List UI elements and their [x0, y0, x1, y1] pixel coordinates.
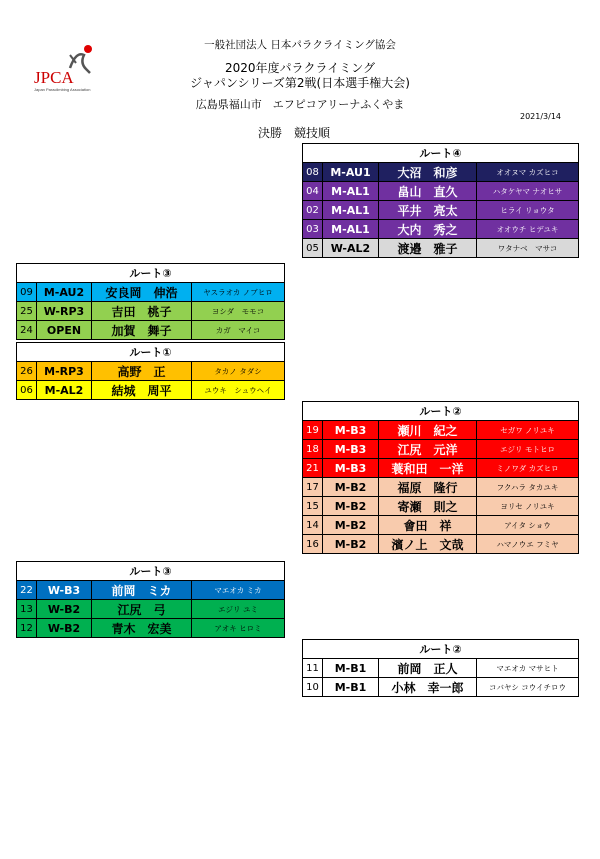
- route-table: [16, 342, 285, 400]
- bib-number: 24: [17, 321, 37, 340]
- athlete-kana: ヤスラオカ ノブヒロ: [192, 283, 285, 302]
- bib-number: 25: [17, 302, 37, 321]
- athlete-kana: ワタナベ マサコ: [477, 239, 579, 258]
- bib-number: 08: [303, 163, 323, 182]
- athlete-name: 平井 亮太: [379, 201, 477, 220]
- class-code: M-B1: [323, 659, 379, 678]
- athlete-kana: アイタ ショウ: [477, 516, 579, 535]
- organization-name: 一般社団法人 日本パラクライミング協会: [204, 39, 396, 51]
- table-row: [303, 201, 579, 220]
- route-title: ルート④: [303, 144, 579, 163]
- athlete-name: 加賀 舞子: [92, 321, 192, 340]
- bib-number: 17: [303, 478, 323, 497]
- athlete-name: 蓑和田 一洋: [379, 459, 477, 478]
- athlete-kana: オオヌマ カズヒコ: [477, 163, 579, 182]
- athlete-kana: マエオカ ミカ: [192, 581, 285, 600]
- athlete-kana: オオウチ ヒデユキ: [477, 220, 579, 239]
- class-code: M-AL2: [37, 381, 92, 400]
- athlete-name: 結城 周平: [92, 381, 192, 400]
- class-code: M-AU1: [323, 163, 379, 182]
- table-row: [17, 581, 285, 600]
- bib-number: 15: [303, 497, 323, 516]
- route-title: ルート②: [303, 640, 579, 659]
- route-title: ルート②: [303, 402, 579, 421]
- bib-number: 05: [303, 239, 323, 258]
- athlete-kana: エジリ ユミ: [192, 600, 285, 619]
- logo-subtext: Japan Paraclimbing Association: [34, 87, 91, 92]
- class-code: M-B2: [323, 497, 379, 516]
- athlete-kana: タカノ タダシ: [192, 362, 285, 381]
- class-code: M-AL1: [323, 182, 379, 201]
- venue: 広島県福山市 エフピコアリーナふくやま: [195, 98, 405, 111]
- bib-number: 21: [303, 459, 323, 478]
- table-row: [17, 381, 285, 400]
- table-row: [303, 516, 579, 535]
- bib-number: 19: [303, 421, 323, 440]
- bib-number: 22: [17, 581, 37, 600]
- athlete-name: 大内 秀之: [379, 220, 477, 239]
- athlete-name: 青木 宏美: [92, 619, 192, 638]
- class-code: M-AL1: [323, 201, 379, 220]
- athlete-kana: ハマノウエ フミヤ: [477, 535, 579, 554]
- table-row: [303, 421, 579, 440]
- athlete-name: 高野 正: [92, 362, 192, 381]
- event-date: 2021/3/14: [520, 112, 562, 121]
- athlete-kana: コバヤシ コウイチロウ: [477, 678, 579, 697]
- athlete-kana: ユウキ シュウヘイ: [192, 381, 285, 400]
- table-row: [17, 619, 285, 638]
- athlete-name: 前岡 ミカ: [92, 581, 192, 600]
- table-row: [303, 678, 579, 697]
- table-row: [303, 497, 579, 516]
- route-table: [16, 263, 285, 340]
- table-row: [17, 600, 285, 619]
- class-code: M-B3: [323, 440, 379, 459]
- table-row: [303, 659, 579, 678]
- athlete-name: 大沼 和彦: [379, 163, 477, 182]
- class-code: M-AU2: [37, 283, 92, 302]
- athlete-name: 瀬川 紀之: [379, 421, 477, 440]
- stage-title: 決勝 競技順: [258, 126, 331, 140]
- athlete-kana: ハタケヤマ ナオヒサ: [477, 182, 579, 201]
- class-code: M-B3: [323, 459, 379, 478]
- athlete-name: 畠山 直久: [379, 182, 477, 201]
- bib-number: 11: [303, 659, 323, 678]
- bib-number: 10: [303, 678, 323, 697]
- table-row: [303, 239, 579, 258]
- athlete-name: 江尻 弓: [92, 600, 192, 619]
- bib-number: 16: [303, 535, 323, 554]
- table-row: [303, 163, 579, 182]
- athlete-name: 小林 幸一郎: [379, 678, 477, 697]
- class-code: W-B2: [37, 619, 92, 638]
- table-row: [17, 283, 285, 302]
- route-table: [302, 401, 579, 554]
- route-title: ルート③: [17, 264, 285, 283]
- route-table: [16, 561, 285, 638]
- class-code: M-B2: [323, 535, 379, 554]
- athlete-kana: ミノワダ カズヒロ: [477, 459, 579, 478]
- table-row: [17, 362, 285, 381]
- bib-number: 26: [17, 362, 37, 381]
- class-code: W-B2: [37, 600, 92, 619]
- bib-number: 13: [17, 600, 37, 619]
- event-title: 2020年度パラクライミング: [225, 61, 375, 75]
- bib-number: 06: [17, 381, 37, 400]
- class-code: M-B1: [323, 678, 379, 697]
- class-code: M-B2: [323, 516, 379, 535]
- table-row: [303, 182, 579, 201]
- athlete-kana: ヒライ リョウタ: [477, 201, 579, 220]
- athlete-kana: カガ マイコ: [192, 321, 285, 340]
- class-code: W-AL2: [323, 239, 379, 258]
- table-row: [303, 478, 579, 497]
- athlete-kana: セガワ ノリユキ: [477, 421, 579, 440]
- athlete-name: 前岡 正人: [379, 659, 477, 678]
- athlete-name: 江尻 元洋: [379, 440, 477, 459]
- class-code: W-RP3: [37, 302, 92, 321]
- athlete-name: 安良岡 伸浩: [92, 283, 192, 302]
- table-row: [17, 321, 285, 340]
- bib-number: 04: [303, 182, 323, 201]
- table-row: [303, 459, 579, 478]
- athlete-name: 會田 祥: [379, 516, 477, 535]
- athlete-kana: ヨリセ ノリユキ: [477, 497, 579, 516]
- class-code: OPEN: [37, 321, 92, 340]
- bib-number: 09: [17, 283, 37, 302]
- athlete-kana: アオキ ヒロミ: [192, 619, 285, 638]
- class-code: M-RP3: [37, 362, 92, 381]
- bib-number: 18: [303, 440, 323, 459]
- table-row: [303, 220, 579, 239]
- bib-number: 02: [303, 201, 323, 220]
- class-code: M-AL1: [323, 220, 379, 239]
- table-row: [303, 535, 579, 554]
- athlete-name: 福原 隆行: [379, 478, 477, 497]
- class-code: M-B3: [323, 421, 379, 440]
- table-row: [17, 302, 285, 321]
- table-row: [303, 440, 579, 459]
- bib-number: 12: [17, 619, 37, 638]
- logo-text: JPCA: [34, 68, 74, 87]
- athlete-kana: フクハラ タカユキ: [477, 478, 579, 497]
- athlete-kana: マエオカ マサヒト: [477, 659, 579, 678]
- route-table: [302, 639, 579, 697]
- athlete-kana: エジリ モトヒロ: [477, 440, 579, 459]
- athlete-kana: ヨシダ モモコ: [192, 302, 285, 321]
- athlete-name: 濱ノ上 文哉: [379, 535, 477, 554]
- class-code: W-B3: [37, 581, 92, 600]
- route-title: ルート③: [17, 562, 285, 581]
- athlete-name: 渡邉 雅子: [379, 239, 477, 258]
- athlete-name: 寄瀬 則之: [379, 497, 477, 516]
- bib-number: 03: [303, 220, 323, 239]
- event-subtitle: ジャパンシリーズ第2戦(日本選手権大会): [190, 76, 410, 90]
- route-table: [302, 143, 579, 258]
- class-code: M-B2: [323, 478, 379, 497]
- athlete-name: 吉田 桃子: [92, 302, 192, 321]
- route-title: ルート①: [17, 343, 285, 362]
- bib-number: 14: [303, 516, 323, 535]
